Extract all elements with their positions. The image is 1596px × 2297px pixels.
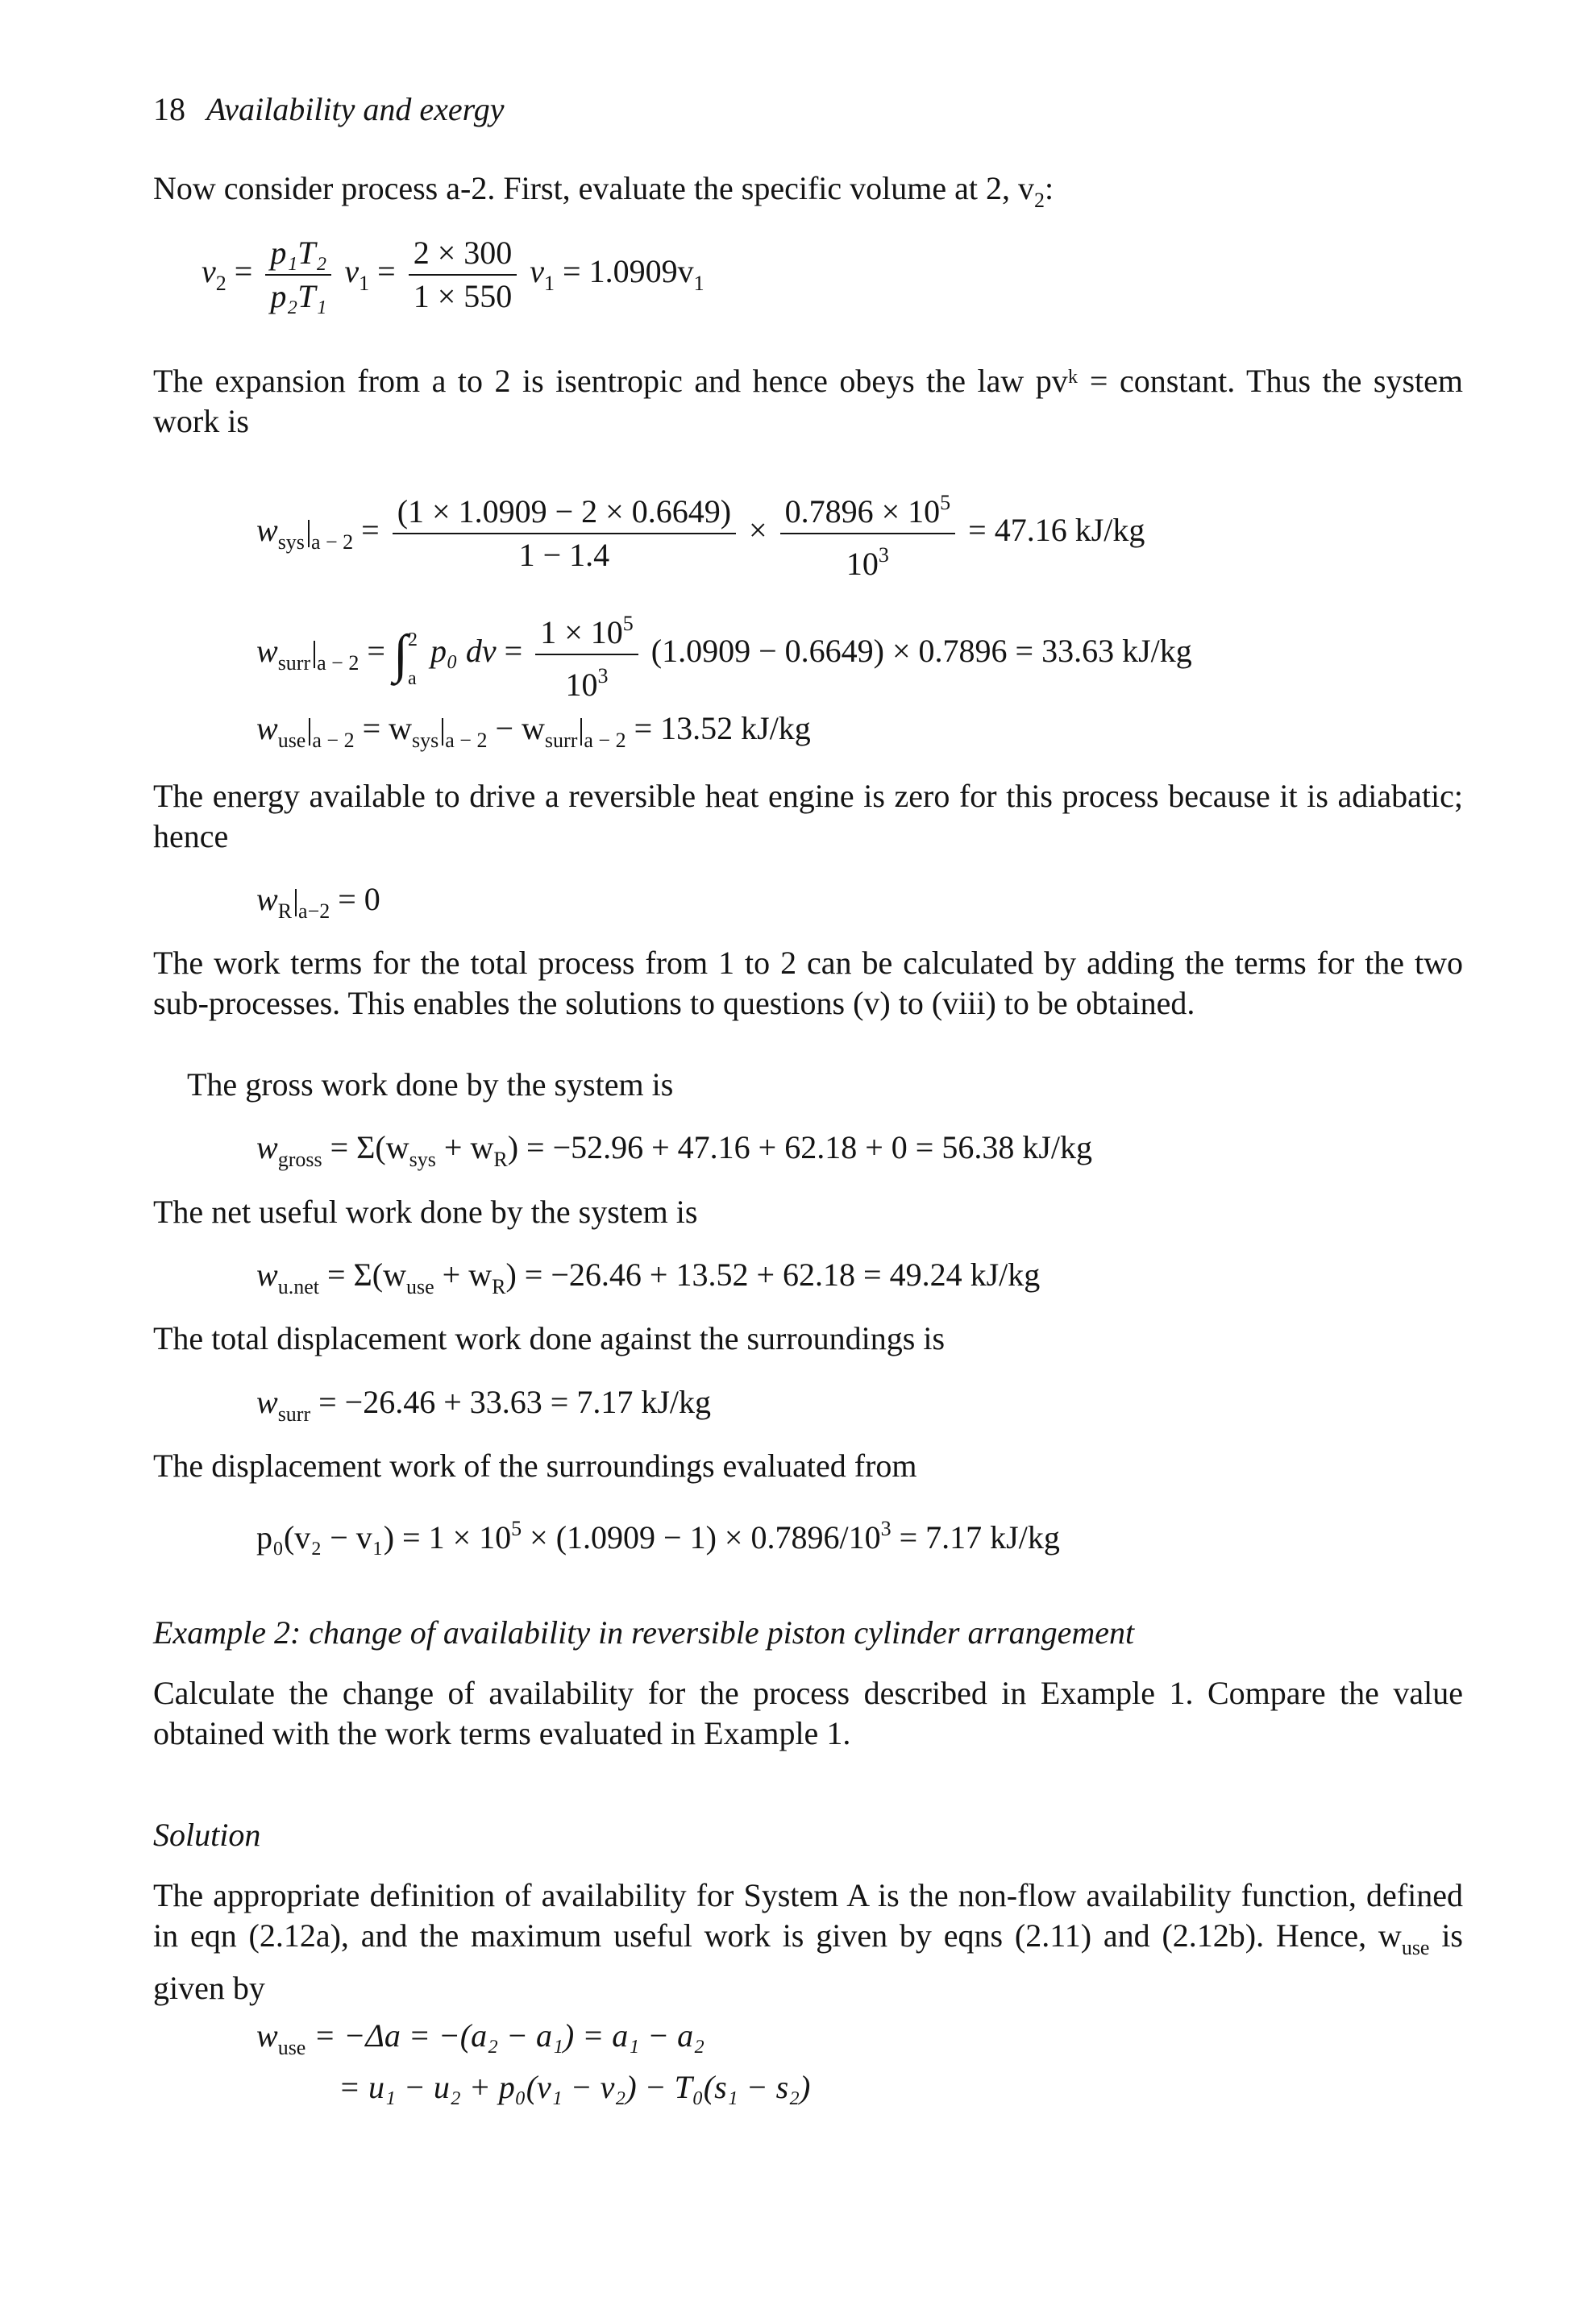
equation-w-surr: $w_{surr}$ $_{a - 2}$ = ∫ 2 a p₀ dv = $\frac{1 \times 10^5}{10^3}$ (1.0909 − 0.6649) × 0.7896 = 33.63 kJ/kg: [256, 604, 1192, 704]
paragraph-gross-work: The gross work done by the system is: [187, 1066, 674, 1103]
running-header: [153, 90, 505, 129]
equation-w-surr-total: $w_{surr} = -26.46 + 33.63 = 7.17$ kJ/kg: [256, 1384, 712, 1426]
equation-v2: $v_2$ = $\frac{\text{p₁T₂}}{\text{p₂T₁}}$ $v_1$ = $\frac{2 \times 300}{1 \times 550}$ $v_1 = 1.0909v_1$: [202, 235, 704, 314]
equation-w-use: $w_{use}$ $_{a - 2} = w_{sys}$ $_{a - 2} - w_{surr}$ $_{a - 2}$ = 13.52 kJ/kg: [256, 710, 811, 752]
fraction: $\frac{(1 \times 1.0909 - 2 \times 0.6649)}{1 - 1.4}$: [393, 492, 736, 575]
example-heading: Example 2: change of availability in reversible piston cylinder arrangement: [153, 1614, 1135, 1651]
paragraph-isentropic: The expansion from a to 2 is isentropic and hence obeys the law pvᵏ = constant. Thus the system work is: [153, 363, 1463, 439]
fraction: $\frac{1 \times 10^5}{10^3}$: [535, 604, 638, 704]
paragraph-displacement-total: The total displacement work done against the surroundings is: [153, 1320, 946, 1356]
equation-w-sys: $w_{sys}$ $_{a - 2}$ = $\frac{(1 \times 1.0909 - 2 \times 0.6649)}{1 - 1.4}$ × $\frac{0.7896 \times 10^5}{10^3}$ = 47.16 kJ/kg: [256, 484, 1145, 584]
equation-availability-expansion: = u₁ − u₂ + p₀(v₁ − v₂) − T₀(s₁ − s₂): [339, 2069, 811, 2105]
equation-p0-displacement: $p_0(v_2 - v_1) = 1 \times 10^5 \times (1.0909 - 1) \times 0.7896/10^3 = 7.17$ kJ/kg: [256, 1517, 1060, 1556]
equation-w-gross: $w_{gross} = \Sigma(w_{sys} + w_R) = -52.96 + 47.16 + 62.18 + 0 = 56.38$ kJ/kg: [256, 1129, 1093, 1171]
running-title: Availability and exergy: [206, 91, 505, 127]
page-number: 18: [153, 91, 185, 127]
paragraph-availability-definition: The appropriate definition of availability for System A is the non-flow availability function, defined in eqn (2.12a), and the maximum useful work is given by eqns (2.11) and (2.12b). Hence, $w_{use}$ is given by: [153, 1877, 1463, 2006]
paragraph-net-useful: The net useful work done by the system is: [153, 1194, 698, 1230]
paragraph-adiabatic: The energy available to drive a reversible heat engine is zero for this process because it is adiabatic; hence: [153, 778, 1463, 854]
paragraph-displacement-surroundings: The displacement work of the surroundings evaluated from: [153, 1448, 917, 1484]
solution-heading: Solution: [153, 1817, 261, 1853]
equation-w-unet: $w_{u.net} = \Sigma(w_{use} + w_R) = -26.46 + 13.52 + 62.18 = 49.24$ kJ/kg: [256, 1256, 1041, 1298]
fraction: $\frac{2 \times 300}{1 \times 550}$: [409, 234, 517, 316]
fraction: $\frac{\text{p₁T₂}}{\text{p₂T₁}}$: [265, 234, 331, 316]
equation-w-use-delta-a: $w_{use} = -\Delta a = -(a_2 - a_1) = a_1 - a_2$: [256, 2017, 705, 2059]
fraction: $\frac{0.7896 \times 10^5}{10^3}$: [780, 484, 956, 584]
paragraph-work-terms: The work terms for the total process from 1 to 2 can be calculated by adding the terms for the two sub-processes. This enables the solutions to questions (v) to (viii) to be obtained.: [153, 945, 1463, 1021]
integral-sign: ∫: [393, 625, 408, 683]
equation-w-r: $w_R$ $_{a-2}$ = 0: [256, 881, 380, 923]
paragraph-example-task: Calculate the change of availability for the process described in Example 1. Compare the value obtained with the work terms evaluated in Example 1.: [153, 1675, 1463, 1751]
paragraph-process-a2: Now consider process a-2. First, evaluate the specific volume at 2, $v_2$:: [153, 170, 1054, 212]
